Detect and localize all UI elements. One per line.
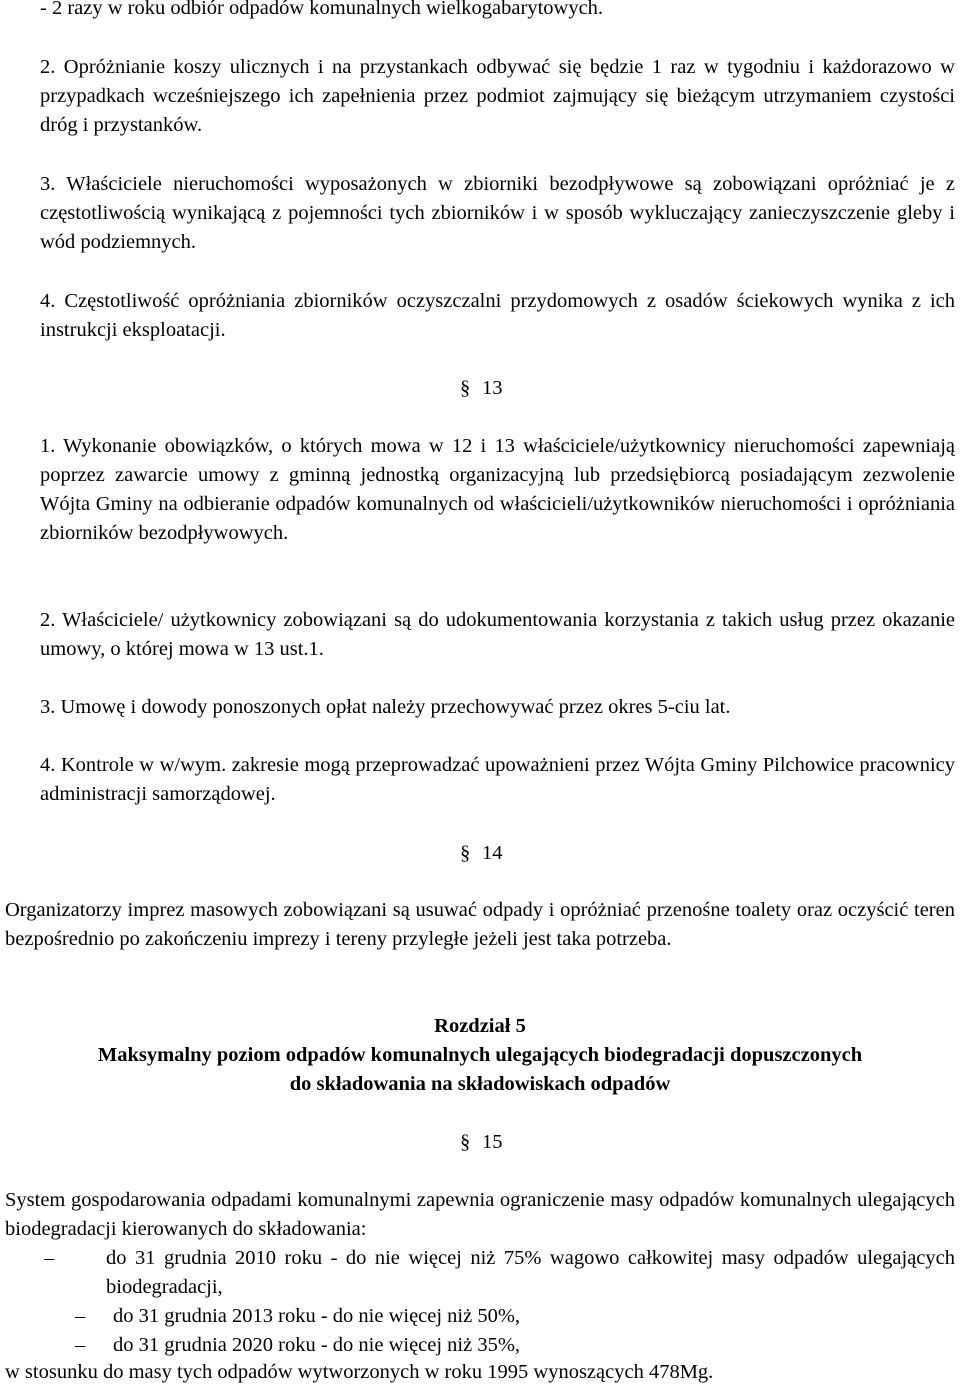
paragraph-15-intro: System gospodarowania odpadami komunalnymi zapewnia ograniczenie masy odpadów komunalnych ulegających biodegradacji kierowanych do składowania: xyxy=(5,1189,955,1240)
paragraph-13-2: 2. Właściciele/ użytkownicy zobowiązani są do udokumentowania korzystania z takich usług przez okazanie umowy, o której mowa w 13 ust.1. xyxy=(40,609,955,660)
chapter-label: Rozdział 5 xyxy=(434,1015,526,1037)
section-heading-14 xyxy=(460,839,503,868)
section-number: 13 xyxy=(482,377,503,399)
bullet-dash: – xyxy=(75,1334,86,1356)
paragraph-13-1: 1. Wykonanie obowiązków, o których mowa w 12 i 13 właściciele/użytkownicy nieruchomości zapewniają poprzez zawarcie umowy z gminną jednostką organizacyjną lub przedsiębiorcą posiadającym zezwolenie Wójta Gminy na odbieranie odpadów komunalnych od właścicieli/użytkowników nieruchomości i opróżniania zbiorników bezodpływowych. xyxy=(40,435,955,544)
section-heading-15 xyxy=(460,1128,503,1157)
section-symbol: § xyxy=(460,377,471,399)
bullet-dash: – xyxy=(44,1247,55,1269)
paragraph-12-4: 4. Częstotliwość opróżniania zbiorników oczyszczalni przydomowych z osadów ściekowych wynika z ich instrukcji eksploatacji. xyxy=(40,290,955,341)
list-item-2020: do 31 grudnia 2020 roku - do nie więcej niż 35%, xyxy=(113,1334,521,1356)
paragraph-12-2: 2. Opróżnianie koszy ulicznych i na przystankach odbywać się będzie 1 raz w tygodniu i każdorazowo w przypadkach wcześniejszego ich zapełnienia przez podmiot zajmujący się bieżącym utrzymaniem czystości dróg i przystanków. xyxy=(40,56,955,136)
section-symbol: § xyxy=(460,1131,471,1153)
list-item-2013: do 31 grudnia 2013 roku - do nie więcej niż 50%, xyxy=(113,1305,521,1327)
paragraph-13-4: 4. Kontrole w w/wym. zakresie mogą przeprowadzać upoważnieni przez Wójta Gminy Pilchowice pracownicy administracji samorządowej. xyxy=(40,754,955,805)
chapter-title-line-2: do składowania na składowiskach odpadów xyxy=(289,1073,671,1095)
chapter-title-line-1: Maksymalny poziom odpadów komunalnych ulegających biodegradacji dopuszczonych xyxy=(97,1044,863,1066)
paragraph-15-tail: w stosunku do masy tych odpadów wytworzonych w roku 1995 wynoszących 478Mg. xyxy=(5,1361,714,1383)
paragraph-13-3: 3. Umowę i dowody ponoszonych opłat należy przechowywać przez okres 5-ciu lat. xyxy=(40,696,731,718)
section-heading-13 xyxy=(460,374,503,403)
section-number: 15 xyxy=(482,1131,503,1153)
paragraph-12-3: 3. Właściciele nieruchomości wyposażonych w zbiorniki bezodpływowe są zobowiązani opróżniać je z częstotliwością wynikającą z pojemności tych zbiorników i w sposób wykluczający zanieczyszczenie gleby i wód podziemnych. xyxy=(40,173,955,253)
section-symbol: § xyxy=(460,842,471,864)
bullet-dash: – xyxy=(75,1305,86,1327)
list-item-2010: do 31 grudnia 2010 roku - do nie więcej niż 75% wagowo całkowitej masy odpadów ulegających biodegradacji, xyxy=(106,1247,955,1298)
list-item-dash: - 2 razy w roku odbiór odpadów komunalnych wielkogabarytowych. xyxy=(40,0,604,19)
paragraph-14: Organizatorzy imprez masowych zobowiązani są usuwać odpady i opróżniać przenośne toalety oraz oczyścić teren bezpośrednio po zakończeniu imprezy i tereny przyległe jeżeli jest taka potrzeba. xyxy=(5,899,955,950)
section-number: 14 xyxy=(482,842,503,864)
